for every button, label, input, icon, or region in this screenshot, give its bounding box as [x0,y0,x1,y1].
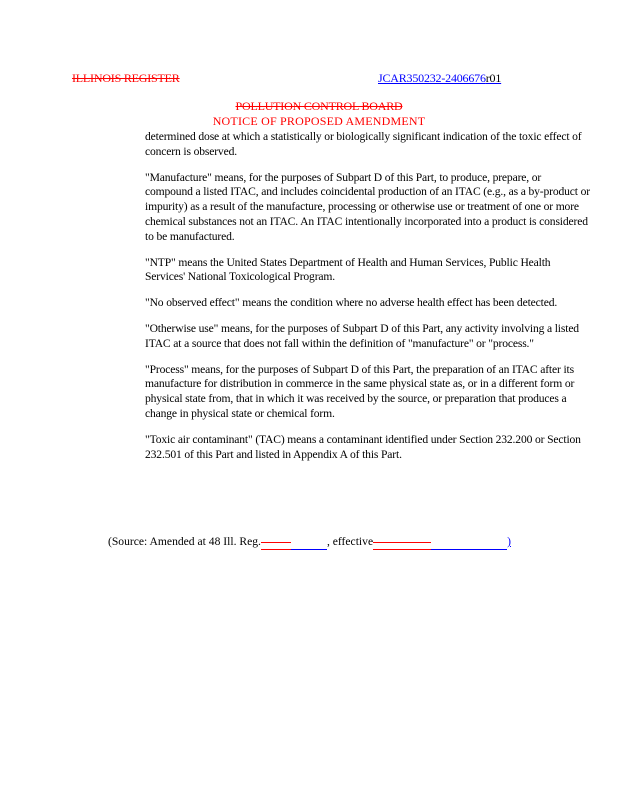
paragraph-ntp: "NTP" means the United States Department of Health and Human Services, Public Health Services' National Toxicological Program. [145,255,551,284]
source-close-paren: ) [507,535,511,548]
inserted-blank-date [431,535,507,550]
notice-title: NOTICE OF PROPOSED AMENDMENT [212,114,426,128]
paragraph-no-observed-effect: "No observed effect" means the condition where no adverse health effect has been detected. [145,296,558,310]
paragraph-otherwise-use: "Otherwise use" means, for the purposes of Subpart D of this Part, any activity involving a listed ITAC at a source that does not fall within the definition of "manufacture" or "process." [145,321,579,350]
deleted-blank-date [373,535,431,550]
jcar-link[interactable] [378,71,501,86]
register-title: ILLINOIS REGISTER [72,71,180,85]
agency-name: POLLUTION CONTROL BOARD [235,99,403,113]
paragraph-definition-continued: determined dose at which a statistically or biologically significant indication of the toxic effect of concern is observed. [145,130,582,158]
source-effective: , effective [326,535,374,548]
paragraph-manufacture: "Manufacture" means, for the purposes of Subpart D of this Part, to produce, prepare, or compound a listed ITAC, and includes coincidental production of an ITAC (e.g., as a by-product or impurity) as a result of the manufacture, processing or otherwise use or treatment of one or more chemical substances not an ITAC. An ITAC intentionally incorporated into a product is considered to be manufactured. [145,170,590,243]
deleted-blank-reg [261,535,291,550]
source-prefix: (Source: Amended at 48 Ill. Reg. [108,535,261,548]
document-body [145,130,590,473]
paragraph-process: "Process" means, for the purposes of Subpart D of this Part, the preparation of an ITAC after its manufacture for distribution in commerce in the same physical state as, or in a different form or physical state from, that in which it was received by the source, or preparation that produces a change in physical state or chemical form. [145,362,575,420]
jcar-link-text[interactable]: JCAR350232-2406676 [378,71,486,85]
source-note [108,535,511,550]
inserted-blank-reg [291,535,327,550]
jcar-suffix: r01 [485,71,502,85]
paragraph-toxic-air-contaminant: "Toxic air contaminant" (TAC) means a contaminant identified under Section 232.200 or Section 232.501 of this Part and listed in Appendix A of this Part. [145,432,581,461]
